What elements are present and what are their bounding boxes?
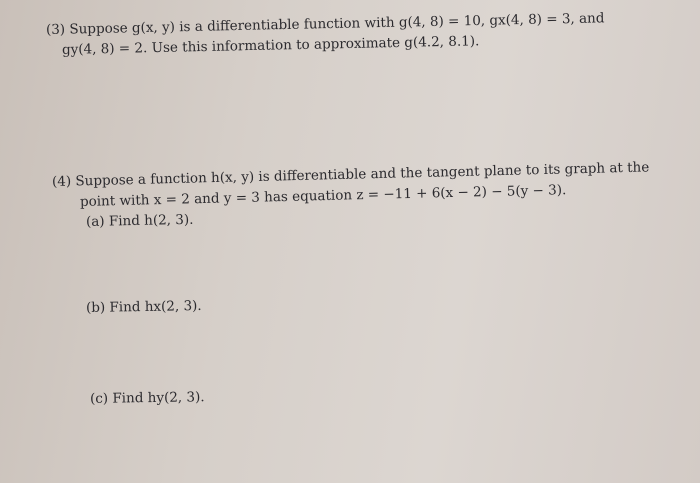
problem-4-text-continued: point with x = 2 and y = 3 has equation z = −11 + 6(x − 2) − 5(y − 3). bbox=[79, 182, 567, 210]
problem-4-text: (4) Suppose a function h(x, y) is differentiable and the tangent plane to its graph at the bbox=[51, 159, 650, 190]
problem-3-text: (3) Suppose g(x, y) is a differentiable function with g(4, 8) = 10, gx(4, 8) = 3, and bbox=[45, 10, 605, 38]
problem-4-part-b: (b) Find hx(2, 3). bbox=[85, 297, 202, 316]
problem-4-part-c: (c) Find hy(2, 3). bbox=[89, 389, 205, 407]
problem-3-text-continued: gy(4, 8) = 2. Use this information to approximate g(4.2, 8.1). bbox=[61, 33, 480, 58]
problem-4-part-a: (a) Find h(2, 3). bbox=[85, 211, 194, 230]
